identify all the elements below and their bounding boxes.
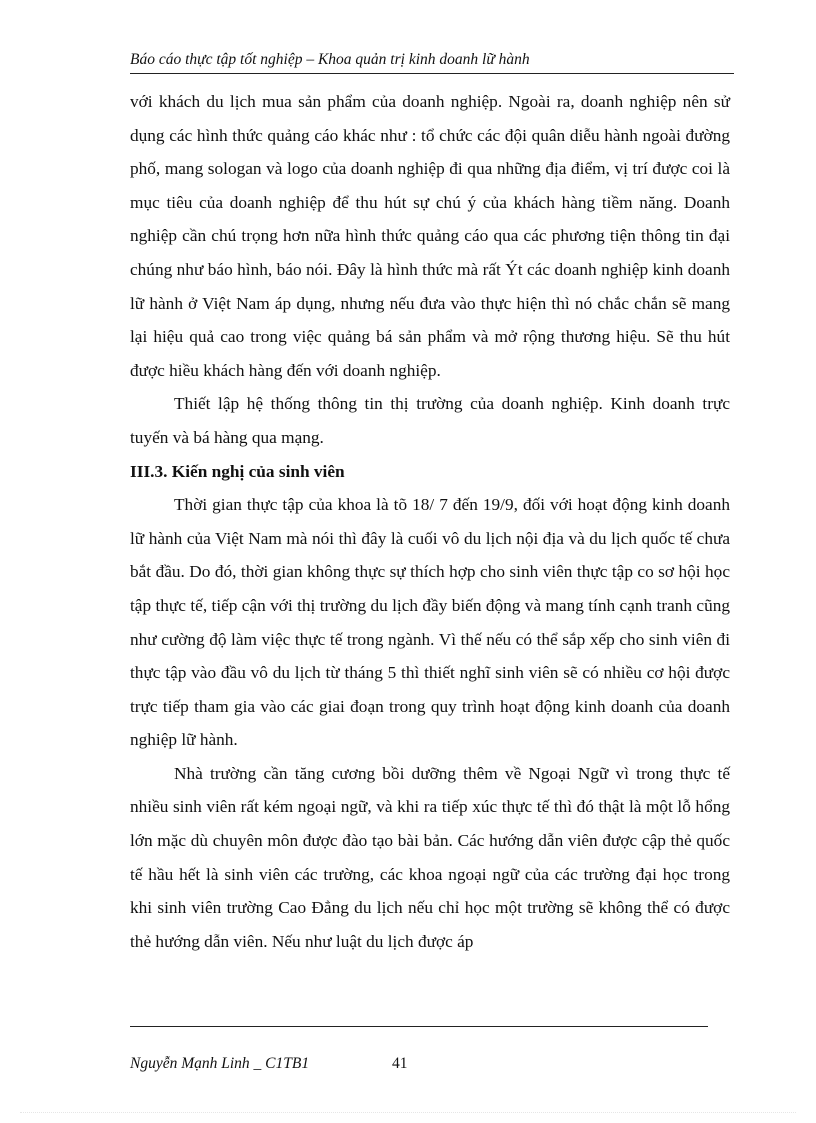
section-heading: III.3. Kiến nghị của sinh viên [130,461,345,481]
paragraph-continuation: với khách du lịch mua sản phẩm của doanh nghiệp. Ngoài ra, doanh nghiệp nên sử dụng các hình thức quảng cáo khác như : tổ chức các đội quân diễu hành ngoài đường phố, mang sologan và logo của doanh nghiệp đi qua những địa điểm, vị trí được coi là mục tiêu của doanh nghiệp để thu hút sự chú ý của khách hàng tiềm năng. Doanh nghiệp cần chú trọng hơn nữa hình thức quảng cáo qua các phương tiện thông tin đại chúng như báo hình, báo nói. Đây là hình thức mà rất Ýt các doanh nghiệp kinh doanh lữ hành ở Việt Nam áp dụng, nhưng nếu đưa vào thực hiện thì nó chắc chắn sẽ mang lại hiệu quả cao trong việc quảng bá sản phẩm và mở rộng thương hiệu. Sẽ thu hút được hiều khách hàng đến với doanh nghiệp. [130,92,730,380]
paragraph-foreign-language: Nhà trường cần tăng cương bồi dưỡng thêm về Ngoại Ngữ vì trong thực tế nhiều sinh viên rất kém ngoại ngữ, và khi ra tiếp xúc thực tế thì đó thật là một lỗ hổng lớn mặc dù chuyên môn được đào tạo bài bản. Các hướng dẫn viên được cập thẻ quốc tế hầu hết là sinh viên các trường, các khoa ngoại ngữ của các trường đại học trong khi sinh viên trường Cao Đẳng du lịch nếu chỉ học một trường sẽ không thể có được thẻ hướng dẫn viên. Nếu như luật du lịch được áp [130,763,730,951]
running-header [130,49,734,74]
footer-divider [130,1026,708,1027]
paragraph-information-system: Thiết lập hệ thống thông tin thị trường của doanh nghiệp. Kinh doanh trực tuyến và bá hàng qua mạng. [130,394,730,447]
page-number: 41 [392,1055,408,1072]
header-text: Báo cáo thực tập tốt nghiệp – Khoa quản trị kinh doanh lữ hành [130,51,530,68]
footer-author: Nguyễn Mạnh Linh _ C1TB1 [130,1055,310,1072]
page-body [130,85,730,958]
paragraph-internship-timing: Thời gian thực tập của khoa là tõ 18/ 7 đến 19/9, đối với hoạt động kinh doanh lữ hành của Việt Nam mà nói thì đây là cuối vô du lịch nội địa và du lịch quốc tế chưa bắt đầu. Do đó, thời gian không thực sự thích hợp cho sinh viên thực tập co sơ hội học tập thực tế, tiếp cận với thị trường du lịch đầy biến động và mang tính cạnh tranh cũng như cường độ làm việc thực tế trong ngành. Vì thế nếu có thể sắp xếp cho sinh viên đi thực tập vào đầu vô du lịch từ tháng 5 thì thiết nghĩ sinh viên sẽ có nhiều cơ hội được trực tiếp tham gia vào các giai đoạn trong quy trình hoạt động kinh doanh của doanh nghiệp lữ hành. [130,495,730,750]
page-edge-dotted-line [20,1112,796,1113]
